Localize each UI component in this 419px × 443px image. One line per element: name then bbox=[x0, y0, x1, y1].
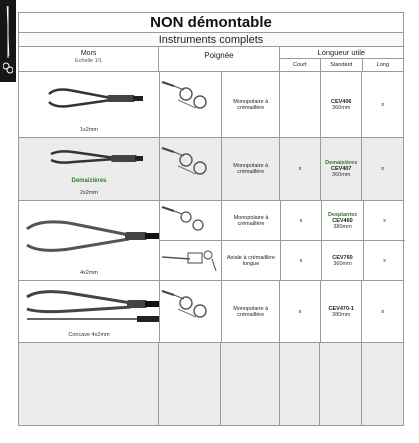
empty-cell bbox=[221, 343, 280, 425]
header-longueur bbox=[280, 47, 403, 71]
header-mors-scale: Echelle 1/1 bbox=[75, 58, 103, 64]
empty-cell bbox=[320, 343, 362, 425]
forceps-jaw-illustration bbox=[19, 201, 160, 263]
table-row bbox=[19, 201, 403, 281]
standard-cell bbox=[321, 72, 363, 137]
jaw-caption: 2x2mm bbox=[79, 190, 99, 196]
jaw-caption: 1x2mm bbox=[79, 127, 99, 133]
section-side-tab bbox=[0, 0, 16, 82]
handle-description: Monopolaire à crémaillère bbox=[222, 281, 280, 342]
handle-image-cell bbox=[160, 138, 222, 200]
ring-handle-illustration bbox=[160, 138, 222, 194]
length-value: 380mm bbox=[332, 311, 351, 318]
long-value: x bbox=[362, 138, 403, 200]
standard-cell bbox=[322, 241, 364, 280]
empty-row bbox=[19, 343, 403, 425]
handle-description: Monopolaire à crémaillère bbox=[233, 214, 269, 227]
reference-brand: Demaizières bbox=[325, 160, 358, 166]
forceps-jaw-illustration bbox=[19, 281, 160, 331]
table-row bbox=[19, 72, 403, 138]
long-value: x bbox=[383, 257, 386, 264]
standard-cell bbox=[322, 201, 364, 240]
ring-handle-illustration bbox=[160, 72, 222, 128]
handle-image-cell bbox=[160, 72, 222, 137]
jaw-cell bbox=[19, 281, 160, 342]
jaw-caption: Concave 4x2mm bbox=[68, 332, 110, 338]
table-row bbox=[19, 138, 403, 201]
empty-cell bbox=[159, 343, 221, 425]
reference-code: CEV460 bbox=[332, 217, 353, 224]
length-value: 380mm bbox=[333, 223, 352, 230]
forceps-jaw-illustration bbox=[19, 72, 160, 122]
length-value: 360mm bbox=[333, 260, 352, 267]
standard-cell bbox=[321, 138, 363, 200]
reference-code: CEV470-1 bbox=[328, 305, 354, 312]
reference-brand: Desplantez bbox=[327, 211, 358, 218]
forceps-jaw-illustration bbox=[19, 138, 160, 174]
scissors-icon bbox=[3, 6, 13, 76]
court-value: x bbox=[280, 138, 321, 200]
standard-cell bbox=[321, 281, 363, 342]
court-value bbox=[280, 72, 321, 137]
handle-subrow bbox=[160, 241, 280, 280]
jaw-cell bbox=[19, 72, 160, 137]
page-subtitle: Instruments complets bbox=[19, 33, 403, 47]
jaw-caption: 4x2mm bbox=[79, 270, 99, 276]
instrument-table bbox=[18, 12, 404, 426]
header-long: Long bbox=[376, 62, 389, 68]
ring-handle-illustration bbox=[160, 281, 222, 337]
handle-description: Monopolaire à crémaillère bbox=[222, 72, 280, 137]
header-standard: Standard bbox=[321, 59, 362, 71]
long-value: x bbox=[383, 217, 386, 224]
reference-code: CEV407 bbox=[330, 166, 352, 172]
table-header bbox=[19, 47, 403, 72]
header-longueur-label: Longueur utile bbox=[280, 47, 403, 59]
length-subrow bbox=[281, 241, 405, 280]
reference-code: CEV760 bbox=[332, 254, 353, 261]
page-title: NON démontable bbox=[19, 13, 403, 33]
length-value: 360mm bbox=[332, 104, 351, 111]
jaw-cell bbox=[19, 138, 160, 200]
handle-image-cell bbox=[160, 201, 222, 240]
jaw-brand: Demaizières bbox=[71, 178, 107, 184]
header-poignee: Poignée bbox=[159, 47, 279, 71]
axial-handle-illustration bbox=[160, 241, 222, 279]
empty-cell bbox=[280, 343, 321, 425]
handle-description: Monopolaire à crémaillère bbox=[222, 138, 280, 200]
court-value: x bbox=[281, 201, 322, 240]
header-court: Court bbox=[280, 59, 321, 71]
header-mors bbox=[19, 47, 159, 71]
reference-code: CEV406 bbox=[330, 98, 352, 105]
jaw-cell bbox=[19, 201, 160, 280]
court-value: x bbox=[281, 241, 322, 280]
handle-image-cell bbox=[160, 241, 222, 280]
ring-handle-illustration bbox=[160, 201, 222, 239]
empty-cell bbox=[362, 343, 403, 425]
handle-subrow bbox=[160, 201, 280, 241]
handle-description: Axiale à crémaillère longue bbox=[227, 254, 275, 267]
empty-cell bbox=[19, 343, 159, 425]
length-subrow bbox=[281, 201, 405, 241]
header-mors-label: Mors bbox=[80, 50, 97, 57]
long-value: x bbox=[381, 101, 385, 108]
table-row bbox=[19, 281, 403, 343]
long-value: x bbox=[381, 308, 385, 315]
handle-image-cell bbox=[160, 281, 222, 342]
handle-group bbox=[160, 201, 281, 280]
length-value: 360mm bbox=[332, 172, 351, 178]
court-value: x bbox=[280, 281, 321, 342]
length-group bbox=[281, 201, 405, 280]
